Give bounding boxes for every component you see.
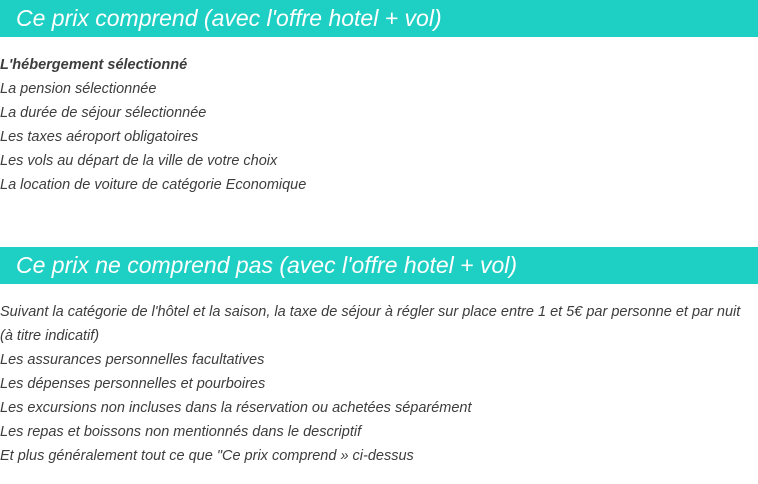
excluded-item-general: Et plus généralement tout ce que "Ce prix comprend » ci-dessus: [0, 448, 414, 464]
excluded-section-title: Ce prix ne comprend pas (avec l'offre hotel + vol): [0, 247, 758, 284]
excluded-item-meals-drinks: Les repas et boissons non mentionnés dans le descriptif: [0, 424, 362, 440]
included-item-flights: Les vols au départ de la ville de votre choix: [0, 153, 278, 169]
excluded-item-personal-expenses: Les dépenses personnelles et pourboires: [0, 376, 266, 392]
included-item-airport-taxes: Les taxes aéroport obligatoires: [0, 129, 199, 145]
excluded-item-insurance: Les assurances personnelles facultatives: [0, 352, 265, 368]
excluded-item-tourist-tax: Suivant la catégorie de l'hôtel et la saison, la taxe de séjour à régler sur place entre 1 et 5€ par personne et par nuit (à titre indicatif): [0, 304, 741, 344]
included-list: [0, 53, 750, 197]
excluded-item-excursions: Les excursions non incluses dans la réservation ou achetées séparément: [0, 400, 472, 416]
included-item-car-rental: La location de voiture de catégorie Economique: [0, 177, 307, 193]
included-item-board: La pension sélectionnée: [0, 81, 157, 97]
included-item-accommodation: L'hébergement sélectionné: [0, 57, 188, 73]
excluded-list: [0, 300, 750, 468]
included-item-duration: La durée de séjour sélectionnée: [0, 105, 207, 121]
included-section-title: Ce prix comprend (avec l'offre hotel + vol): [0, 0, 758, 37]
